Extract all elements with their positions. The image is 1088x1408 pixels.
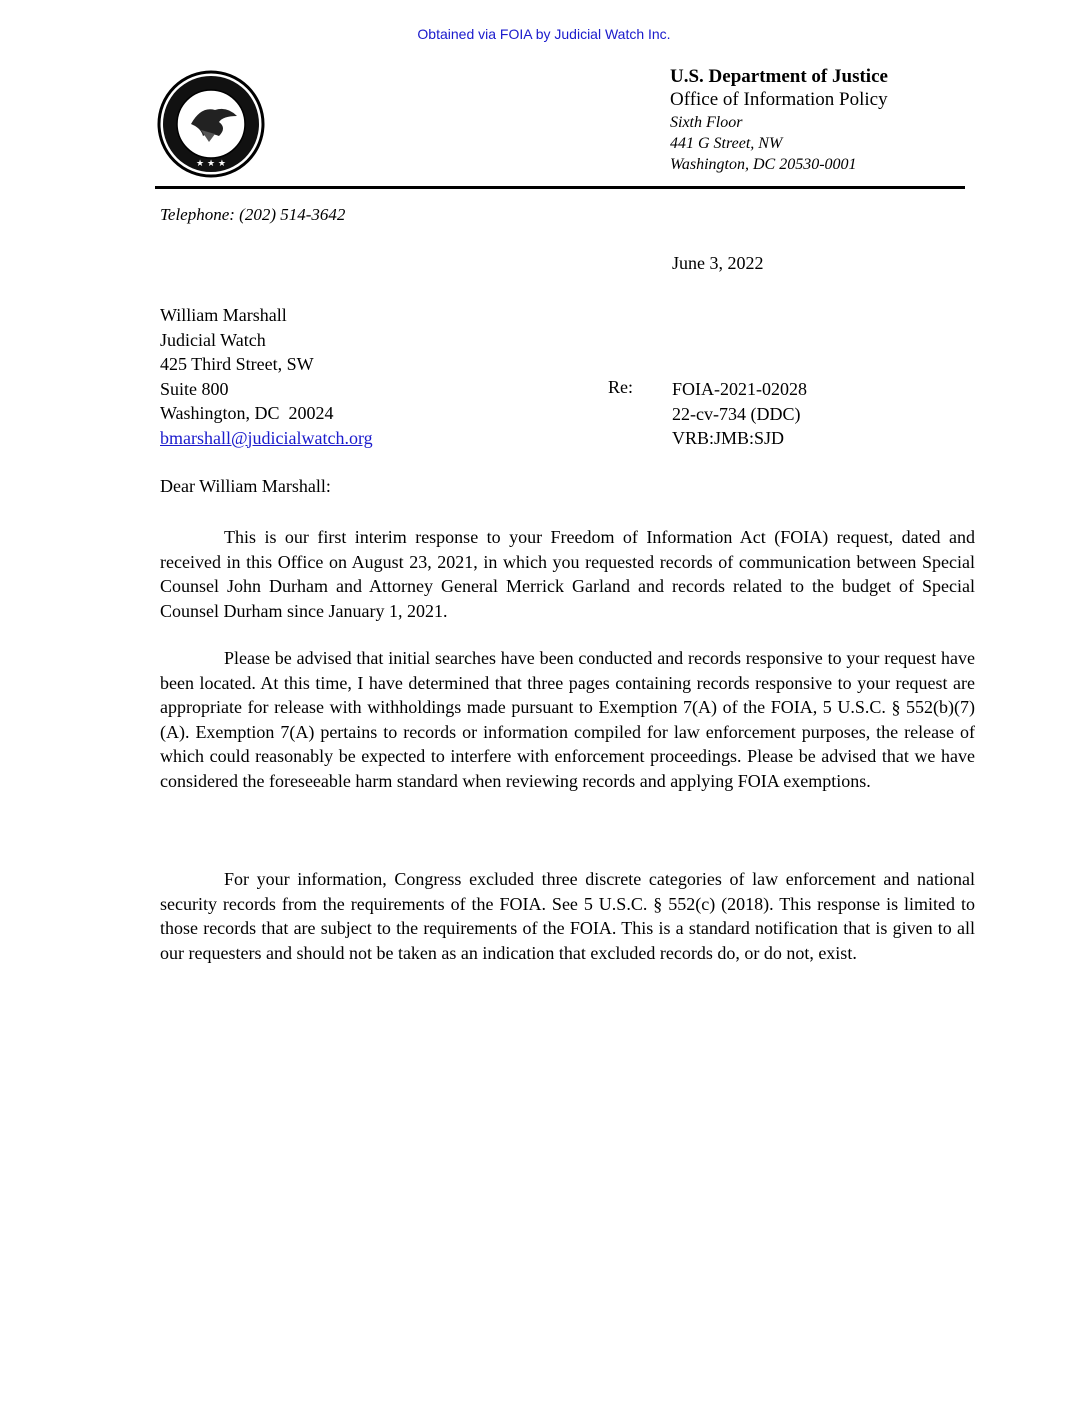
department-name: U.S. Department of Justice — [670, 66, 888, 87]
recipient-suite: Suite 800 — [160, 378, 229, 399]
recipient-name: William Marshall — [160, 305, 287, 325]
letter-date: June 3, 2022 — [672, 253, 764, 273]
recipient-organization: Judicial Watch — [160, 329, 266, 350]
case-number: 22-cv-734 (DDC) — [672, 403, 801, 424]
reference-label: Re: — [608, 377, 633, 397]
recipient-street: 425 Third Street, SW — [160, 354, 314, 374]
recipient-address — [160, 303, 373, 450]
recipient-city: Washington, DC 20024 — [160, 403, 334, 423]
body-paragraph: This is our first interim response to your Freedom of Information Act (FOIA) request, dated and received in this Office on August 23, 2021, in which you requested records of communication between Special Counsel John Durham and Attorney General Merrick Garland and records related to the budget of Special Counsel Durham since January 1, 2021. — [160, 527, 975, 621]
office-address-line: Sixth Floor — [670, 114, 743, 131]
foia-request-number: FOIA-2021-02028 — [672, 379, 807, 399]
recipient-email-link[interactable]: bmarshall@judicialwatch.org — [160, 427, 373, 448]
body-paragraph: Please be advised that initial searches have been conducted and records responsive to your request have been located. At this time, I have determined that three pages containing records responsive to your request are appropriate for release with withholdings made pursuant to Exemption 7(A) of the FOIA, 5 U.S.C. § 552(b)(7)(A). Exemption 7(A) pertains to records or information compiled for law enforcement purposes, the release of which could reasonably be expected to interfere with enforcement proceedings. Please be advised that we have considered the foreseeable harm standard when reviewing records and applying FOIA exemptions. — [160, 648, 975, 791]
telephone: Telephone: (202) 514-3642 — [160, 205, 346, 224]
initials: VRB:JMB:SJD — [672, 428, 785, 448]
letterhead — [670, 66, 888, 175]
svg-text:★ ★ ★: ★ ★ ★ — [196, 159, 226, 169]
salutation: Dear William Marshall: — [160, 476, 331, 496]
office-address-line: Washington, DC 20530-0001 — [670, 156, 857, 173]
foia-watermark: Obtained via FOIA by Judicial Watch Inc. — [417, 26, 671, 42]
office-name: Office of Information Policy — [670, 89, 888, 110]
doj-seal-icon — [157, 70, 265, 178]
reference-block — [672, 377, 807, 451]
letterhead-divider — [155, 186, 965, 189]
body-paragraph: For your information, Congress excluded three discrete categories of law enforcement and national security records from the requirements of the FOIA. See 5 U.S.C. § 552(c) (2018). This response is limited to those records that are subject to the requirements of the FOIA. This is a standard notification that is given to all our requesters and should not be taken as an indication that excluded records do, or do not, exist. — [160, 869, 975, 963]
office-address-line: 441 G Street, NW — [670, 135, 783, 152]
